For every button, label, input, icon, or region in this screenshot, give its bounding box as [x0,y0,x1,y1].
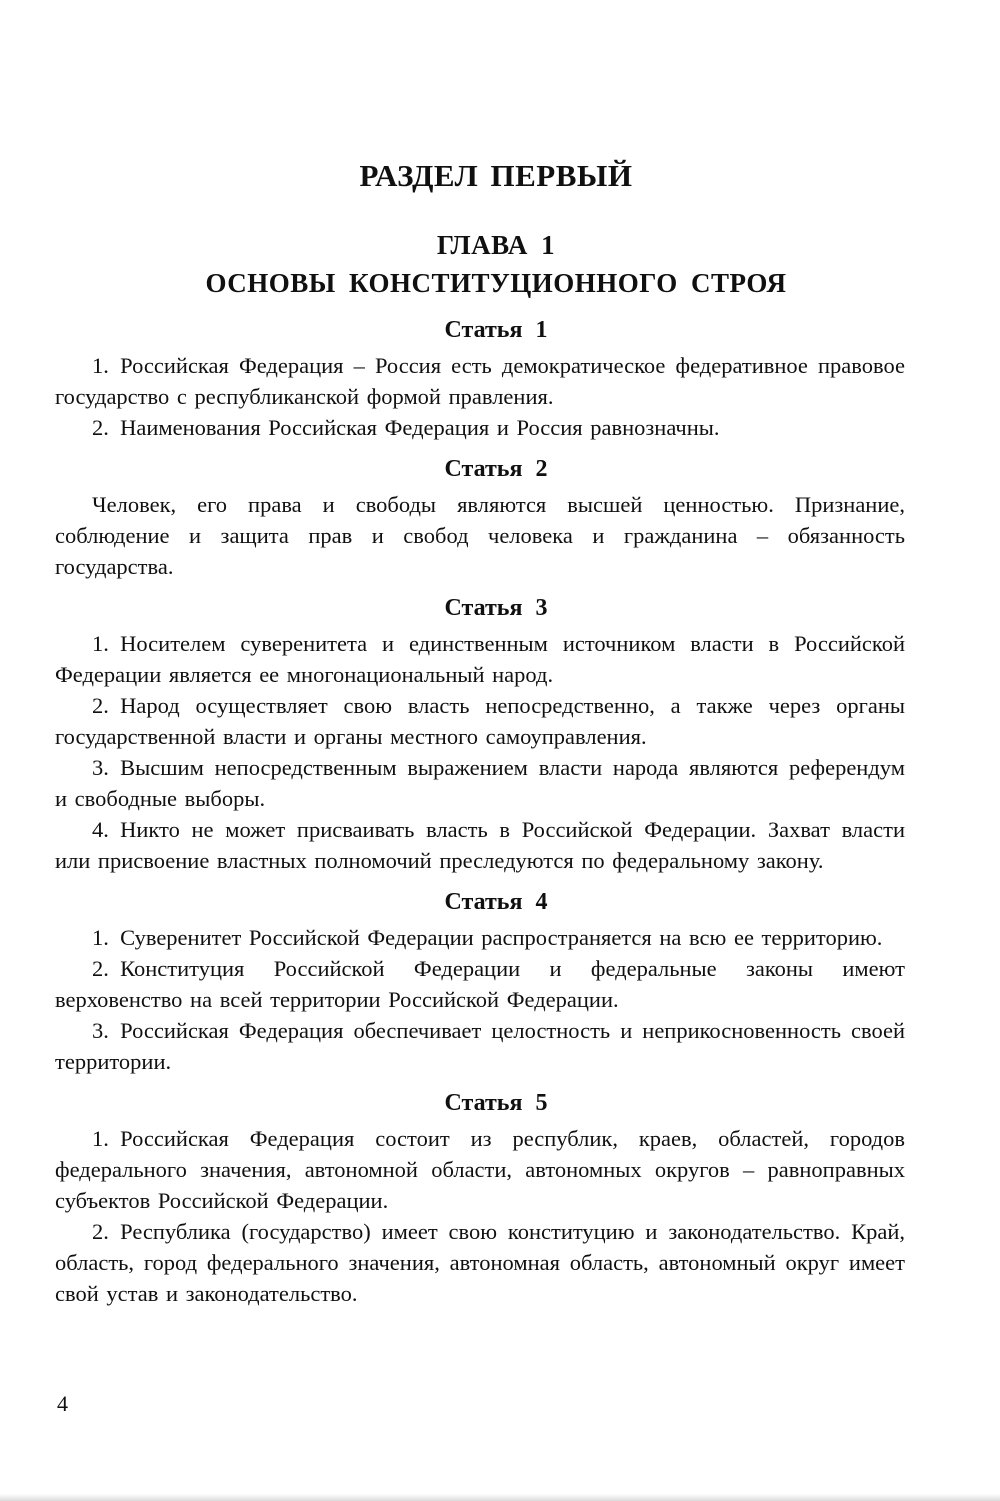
article-5-heading: Статья 5 [444,1090,548,1116]
article-3-paragraph-4: 4. Никто не может присваивать власть в Российской Федерации. Захват власти или присвоение властных полномочий преследуются по федеральному закону. [55,817,905,873]
section-title: РАЗДЕЛ ПЕРВЫЙ [359,158,633,193]
article-5 [55,1088,905,1309]
article-3-paragraph-1: 1. Носителем суверенитета и единственным источником власти в Российской Федерации является ее многонациональный народ. [55,631,905,687]
article-3-heading: Статья 3 [444,595,548,621]
article-2 [55,454,905,582]
article-3-paragraph-2: 2. Народ осуществляет свою власть непосредственно, а также через органы государственной власти и органы местного самоуправления. [55,693,905,749]
article-4-paragraph-1: 1. Суверенитет Российской Федерации распространяется на всю ее территорию. [92,925,883,950]
article-3-paragraph-3: 3. Высшим непосредственным выражением власти народа являются референдум и свободные выборы. [55,755,905,811]
chapter-heading [55,226,905,302]
article-4 [55,887,905,1077]
article-5-paragraph-1: 1. Российская Федерация состоит из республик, краев, областей, городов федерального значения, автономной области, автономных округов – равноправных субъектов Российской Федерации. [55,1126,905,1213]
article-2-paragraph-1: Человек, его права и свободы являются высшей ценностью. Признание, соблюдение и защита прав и свобод человека и гражданина – обязанность государства. [55,492,905,579]
article-4-paragraph-3: 3. Российская Федерация обеспечивает целостность и неприкосновенность своей территории. [55,1018,905,1074]
article-3 [55,593,905,876]
chapter-subtitle: ОСНОВЫ КОНСТИТУЦИОННОГО СТРОЯ [205,268,787,298]
chapter-title: ГЛАВА 1 [436,230,556,260]
article-1-paragraph-2: 2. Наименования Российская Федерация и Россия равнозначны. [92,415,720,440]
page-number: 4 [57,1391,68,1416]
article-1-heading: Статья 1 [444,317,548,343]
scan-edge-artifact [0,1494,1000,1501]
article-4-heading: Статья 4 [444,889,548,915]
article-1 [55,315,905,443]
article-2-heading: Статья 2 [444,456,548,482]
article-4-paragraph-2: 2. Конституция Российской Федерации и федеральные законы имеют верховенство на всей территории Российской Федерации. [55,956,905,1012]
article-1-paragraph-1: 1. Российская Федерация – Россия есть демократическое федеративное правовое государство с республиканской формой правления. [55,353,905,409]
article-5-paragraph-2: 2. Республика (государство) имеет свою конституцию и законодательство. Край, область, город федерального значения, автономная область, автономный округ имеет свой устав и законодательство. [55,1219,905,1306]
